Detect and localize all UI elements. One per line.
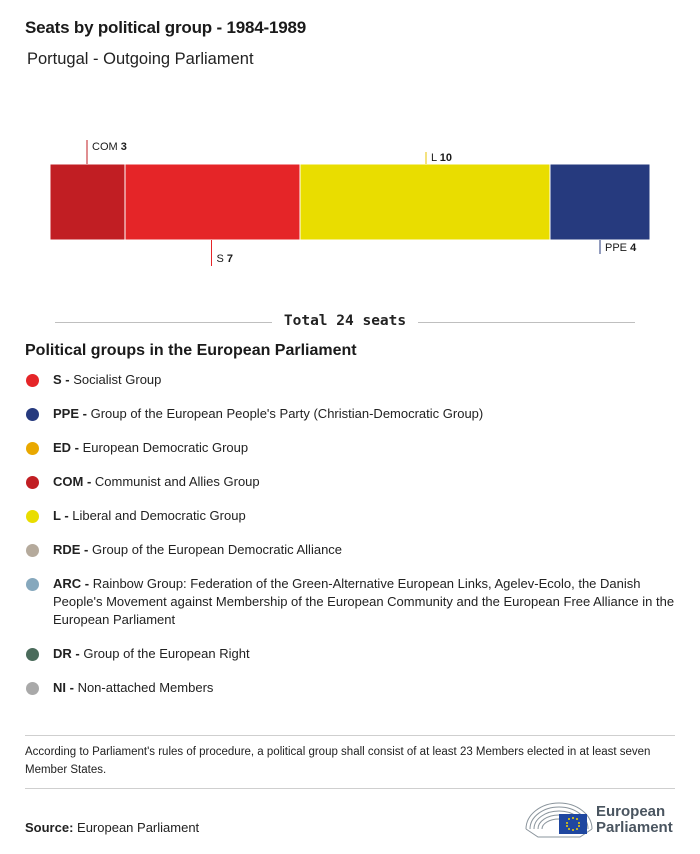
legend-abbreviation: NI -: [53, 680, 78, 695]
legend-abbreviation: ARC -: [53, 576, 93, 591]
legend-item: [25, 645, 680, 663]
legend-color-dot: [26, 442, 39, 455]
chart-title: Seats by political group - 1984-1989: [25, 18, 306, 37]
legend-abbreviation: PPE -: [53, 406, 91, 421]
legend-abbreviation: COM -: [53, 474, 95, 489]
legend-item: [25, 371, 680, 389]
data-label-s: S 7: [216, 253, 234, 265]
legend-abbreviation: DR -: [53, 646, 84, 661]
stacked-bar-chart: [0, 130, 700, 280]
european-parliament-logo: [524, 797, 679, 839]
legend-group-name: Group of the European People's Party (Christian-Democratic Group): [90, 406, 484, 421]
source-value: European Parliament: [77, 820, 200, 835]
legend-color-dot: [26, 578, 39, 591]
legend-group-name: Socialist Group: [73, 372, 162, 387]
data-label-ppe: PPE 4: [605, 242, 637, 254]
legend-item: [25, 473, 680, 491]
legend-color-dot: [26, 408, 39, 421]
legend-group-name: Liberal and Democratic Group: [72, 508, 246, 523]
total-seats-row: [55, 312, 635, 332]
logo-text-line1: European: [596, 803, 666, 820]
legend-title: Political groups in the European Parliament: [25, 342, 357, 359]
legend-item: [25, 405, 680, 423]
legend: [25, 371, 680, 713]
legend-item: [25, 507, 680, 525]
legend-group-name: European Democratic Group: [82, 440, 249, 455]
total-seats-label: Total 24 seats: [272, 313, 418, 329]
legend-group-name: Non-attached Members: [77, 680, 214, 695]
legend-color-dot: [26, 682, 39, 695]
legend-color-dot: [26, 476, 39, 489]
legend-abbreviation: L -: [53, 508, 73, 523]
footnote: According to Parliament's rules of procedure, a political group shall consist of at least 23 Members elected in at least seven Member States.: [25, 746, 651, 776]
legend-color-dot: [26, 510, 39, 523]
bar-segment-ppe: [550, 164, 650, 240]
legend-group-name: Communist and Allies Group: [94, 474, 260, 489]
legend-item: [25, 679, 680, 697]
legend-group-name: Rainbow Group: Federation of the Green-Alternative European Links, Agelev-Ecolo, the Danish People's Movement against Membership of the European Community and the European Free Alliance in the European Parliament: [53, 576, 675, 627]
legend-group-name: Group of the European Right: [83, 646, 250, 661]
chart-subtitle: Portugal - Outgoing Parliament: [27, 50, 254, 68]
legend-group-name: Group of the European Democratic Alliance: [92, 542, 343, 557]
parliament-hemicycle-icon: [524, 797, 594, 839]
logo-text-line2: Parliament: [596, 819, 673, 836]
data-label-l: L 10: [431, 152, 453, 164]
divider: [25, 735, 675, 736]
divider: [25, 788, 675, 789]
bar-segment-s: [125, 164, 300, 240]
legend-item: [25, 439, 680, 457]
legend-abbreviation: S -: [53, 372, 74, 387]
source-label: Source:: [25, 820, 74, 835]
bar-segment-l: [300, 164, 550, 240]
legend-item: [25, 575, 680, 629]
legend-color-dot: [26, 544, 39, 557]
source-line: [25, 820, 199, 835]
data-label-com: COM 3: [92, 141, 127, 153]
legend-color-dot: [26, 648, 39, 661]
bar-segment-com: [50, 164, 125, 240]
legend-item: [25, 541, 680, 559]
legend-color-dot: [26, 374, 39, 387]
legend-abbreviation: RDE -: [53, 542, 92, 557]
legend-abbreviation: ED -: [53, 440, 83, 455]
